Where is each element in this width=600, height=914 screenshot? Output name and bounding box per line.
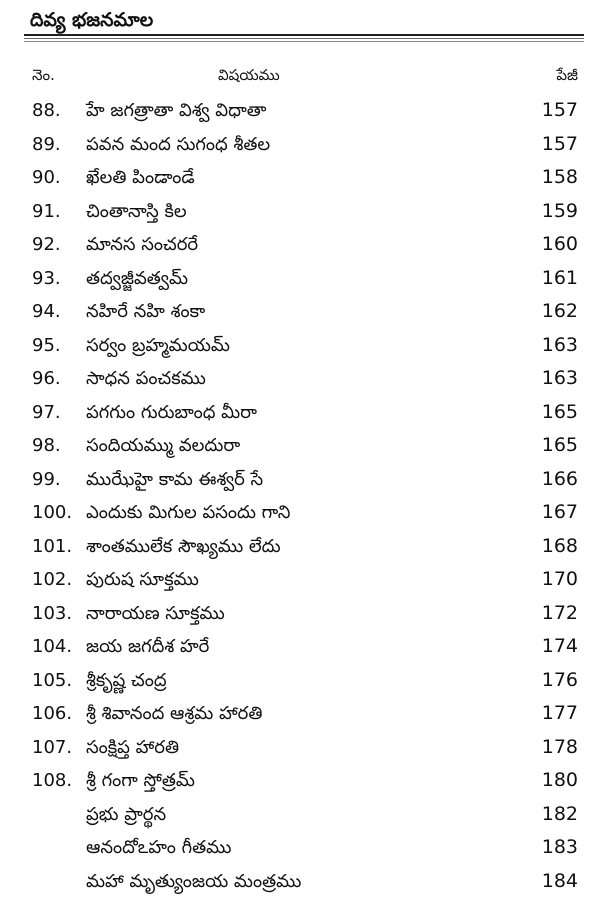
- entry-title: మహా మృత్యుంజయ మంత్రము: [86, 870, 302, 892]
- entry-page-number: 157: [541, 99, 578, 121]
- entry-page-number: 160: [541, 233, 578, 255]
- header-rule: [24, 34, 584, 36]
- toc-entry: [0, 329, 600, 363]
- entry-page-number: 166: [541, 467, 578, 490]
- toc-entry: [0, 396, 600, 430]
- entry-title: శ్రీ శివానంద ఆశ్రమ హారతి: [86, 703, 263, 724]
- entry-title: సంక్షిప్త హారతి: [86, 736, 180, 758]
- entry-title: శాంతములేక సౌఖ్యము లేదు: [86, 535, 281, 557]
- entry-number: 89.: [32, 133, 61, 155]
- entry-title: ఆనందోఽహం గీతము: [86, 837, 232, 858]
- entry-number: 99.: [32, 468, 61, 490]
- entry-page-number: 159: [541, 199, 578, 222]
- entry-title: మానస సంచరరే: [86, 234, 199, 255]
- toc-entry: [0, 563, 600, 597]
- toc-entry: [0, 731, 600, 765]
- entry-title: పగగుం గురుబాంధ మీరా: [86, 401, 258, 423]
- entry-title: నారాయణ సూక్తము: [86, 602, 225, 624]
- entry-page-number: 157: [541, 132, 578, 155]
- entry-page-number: 177: [541, 702, 578, 724]
- subject-column-label: విషయము: [218, 66, 280, 84]
- toc-column-header: [0, 62, 600, 88]
- entry-title: ఎందుకు మిగుల పసందు గాని: [86, 502, 291, 523]
- toc-entry: [0, 262, 600, 296]
- entry-page-number: 174: [541, 635, 578, 657]
- entry-number: 107.: [32, 736, 73, 758]
- entry-title: సందియమ్ము వలదురా: [86, 435, 241, 456]
- entry-page-number: 165: [541, 434, 578, 456]
- header-rule: [24, 41, 584, 42]
- entry-page-number: 165: [541, 400, 578, 423]
- toc-entry: [0, 697, 600, 731]
- running-head: దివ్య భజనమాల: [30, 9, 154, 31]
- toc-entry: [0, 831, 600, 865]
- header-rule: [24, 38, 584, 39]
- toc-entry: [0, 865, 600, 899]
- toc-entry: [0, 128, 600, 162]
- entry-title: శ్రీకృష్ణ చంద్ర: [86, 669, 167, 691]
- entry-page-number: 172: [541, 601, 578, 624]
- entry-page-number: 184: [541, 869, 578, 892]
- toc-entry: [0, 429, 600, 463]
- entry-page-number: 180: [541, 769, 578, 791]
- entry-page-number: 161: [541, 266, 578, 289]
- entry-number: 97.: [32, 401, 61, 423]
- toc-entry: [0, 597, 600, 631]
- entry-number: 105.: [32, 669, 73, 691]
- entry-number: 93.: [32, 267, 61, 289]
- toc-entry: [0, 664, 600, 698]
- entry-number: 103.: [32, 602, 73, 624]
- entry-number: 91.: [32, 200, 61, 222]
- toc-entry: [0, 94, 600, 128]
- entry-page-number: 167: [541, 501, 578, 523]
- entry-title: ప్రభు ప్రార్థన: [86, 803, 167, 825]
- toc-entry: [0, 630, 600, 664]
- entry-number: 90.: [32, 167, 61, 188]
- entry-number: 98.: [32, 435, 61, 456]
- entry-title: చింతానాస్తి కిల: [86, 200, 187, 222]
- entry-page-number: 168: [541, 534, 578, 557]
- toc-entry: [0, 496, 600, 530]
- toc-entry: [0, 195, 600, 229]
- toc-entry: [0, 798, 600, 832]
- entry-number: 100.: [32, 502, 73, 523]
- entry-page-number: 163: [541, 367, 578, 389]
- entry-page-number: 162: [541, 300, 578, 322]
- entry-title: ముఝేహై కామ ఈశ్వర్ సే: [86, 468, 264, 490]
- toc-entry: [0, 228, 600, 262]
- entry-number: 102.: [32, 569, 73, 590]
- entry-number: 104.: [32, 636, 73, 657]
- entry-page-number: 170: [541, 568, 578, 590]
- entry-page-number: 178: [541, 735, 578, 758]
- entry-number: 95.: [32, 334, 61, 356]
- entry-title: పురుష సూక్తము: [86, 569, 199, 590]
- toc-entry: [0, 362, 600, 396]
- entry-page-number: 183: [541, 836, 578, 858]
- toc-entry: [0, 161, 600, 195]
- entry-title: సర్వం బ్రహ్మమయమ్: [86, 334, 230, 356]
- entry-page-number: 176: [541, 668, 578, 691]
- number-column-label: నెం.: [32, 66, 55, 84]
- page-column-label: పేజీ: [556, 66, 578, 84]
- entry-number: 108.: [32, 770, 73, 791]
- toc-entry: [0, 463, 600, 497]
- entry-number: 96.: [32, 368, 61, 389]
- entry-title: సాధన పంచకము: [86, 368, 206, 389]
- entry-title: ఖేలతి పిండాండే: [86, 167, 195, 188]
- entry-title: శ్రీ గంగా స్తోత్రమ్: [86, 770, 195, 791]
- entry-title: హే జగత్రాతా విశ్వ విధాతా: [86, 100, 267, 121]
- toc-entry: [0, 530, 600, 564]
- entry-number: 101.: [32, 535, 73, 557]
- entry-title: పవన మంద సుగంధ శీతల: [86, 133, 271, 155]
- entry-page-number: 158: [541, 166, 578, 188]
- toc-entry: [0, 295, 600, 329]
- entry-page-number: 182: [541, 802, 578, 825]
- entry-number: 92.: [32, 234, 61, 255]
- entry-page-number: 163: [541, 333, 578, 356]
- table-of-contents: [0, 94, 600, 898]
- entry-number: 88.: [32, 100, 61, 121]
- entry-title: నహిరే నహి శంకా: [86, 301, 206, 322]
- toc-entry: [0, 764, 600, 798]
- entry-title: జయ జగదీశ హరే: [86, 636, 210, 657]
- entry-number: 106.: [32, 703, 73, 724]
- entry-number: 94.: [32, 301, 61, 322]
- entry-title: తద్వజ్జీవత్వమ్: [86, 267, 188, 289]
